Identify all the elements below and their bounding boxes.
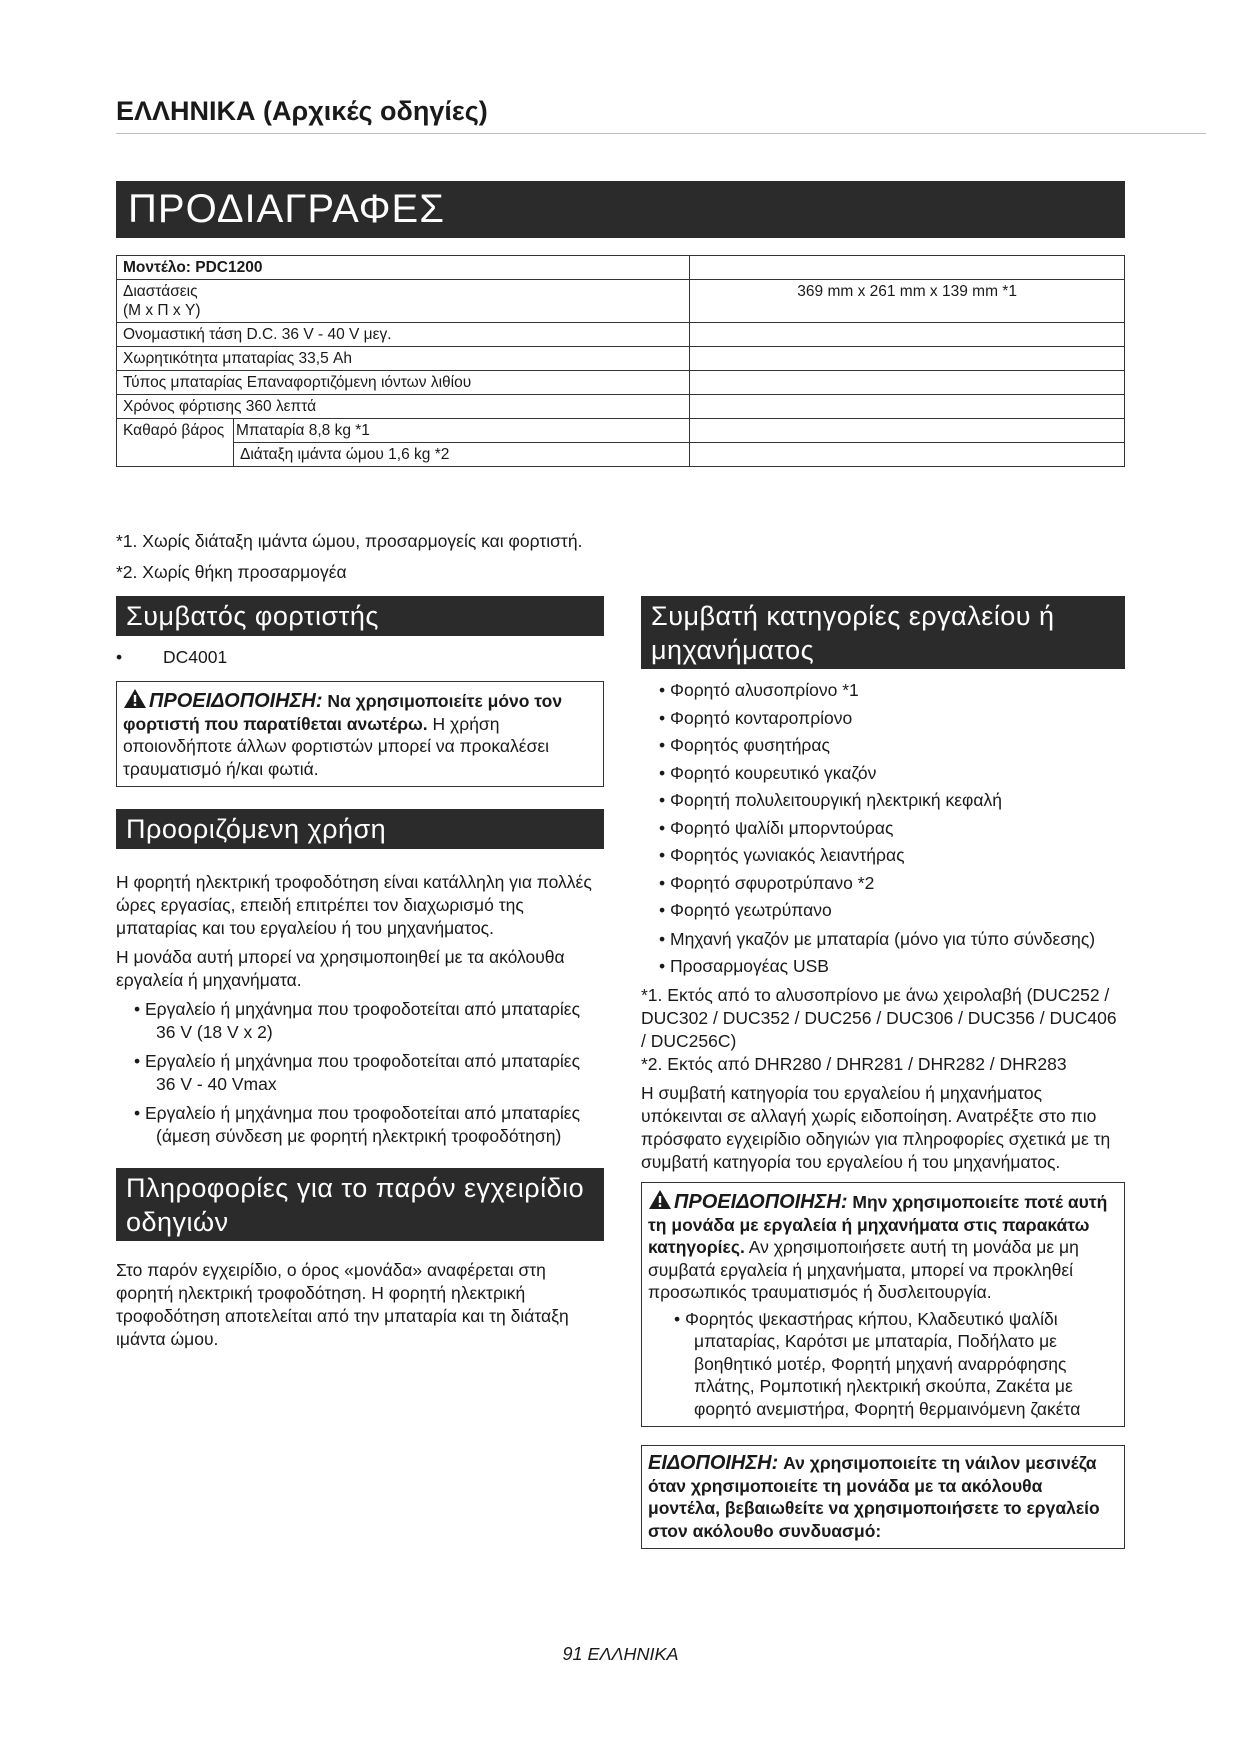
intended-use-list (116, 998, 604, 1148)
compatible-item: Φορητός γωνιακός λειαντήρας (670, 845, 905, 865)
warning-triangle-icon (123, 688, 147, 709)
empty-cell (690, 443, 1125, 467)
intended-use-para-1: Η φορητή ηλεκτρική τροφοδότηση είναι κατάλληλη για πολλές ώρες εργασίας, επειδή επιτρέπει τον διαχωρισμό της μπαταρίας και του εργαλείου ή του μηχανήματος. (116, 872, 592, 938)
compatible-item: Φορητό σφυροτρύπανο *2 (670, 872, 875, 893)
charger-model: DC4001 (163, 647, 228, 667)
compatible-heading: Συμβατή κατηγορίες εργαλείου ή μηχανήματος (641, 596, 1125, 669)
notice-bold-text: Αν χρησιμοποιείτε τη νάιλον μεσινέζα όταν χρησιμοποιείτε τη μονάδα με τα ακόλουθα μοντέλα, βεβαιωθείτε να χρησιμοποιήσετε το εργαλείο στον ακόλουθο συνδυασμό: (648, 1453, 1100, 1541)
table-row (117, 371, 1125, 395)
intended-use-item: Εργαλείο ή μηχάνημα που τροφοδοτείται από μπαταρίες 36 V - 40 Vmax (145, 1051, 581, 1094)
empty-cell (690, 256, 1125, 280)
charger-heading: Συμβατός φορτιστής (116, 596, 604, 636)
charger-warning-box (116, 681, 604, 787)
compatible-note-1: *1. Εκτός από το αλυσοπρίονο με άνω χειρολαβή (DUC252 / DUC302 / DUC352 / DUC256 / DUC306 / DUC356 / DUC406 / DUC256C) (641, 985, 1117, 1051)
list-item: • Μηχανή γκαζόν με μπαταρία (μόνο για τύπο σύνδεσης) (659, 928, 1096, 949)
compatible-item: Προσαρμογέας USB (670, 955, 829, 976)
manual-info-para: Στο παρόν εγχειρίδιο, ο όρος «μονάδα» αναφέρεται στη φορητή ηλεκτρική τροφοδότηση. Η φορητή ηλεκτρική τροφοδότηση αποτελείται από την μπαταρία και τη διάταξη ιμάντα ώμου. (116, 1260, 569, 1349)
warning-bold-text: Μην χρησιμοποιείτε ποτέ αυτή τη μονάδα με εργαλεία ή μηχανήματα στις παρακάτω κατηγορίες. (648, 1192, 1108, 1257)
charger-list (116, 646, 604, 669)
empty-cell (690, 371, 1125, 395)
dimensions-label: Διαστάσεις (123, 283, 198, 300)
intended-use-item: Εργαλείο ή μηχάνημα που τροφοδοτείται από μπαταρίες (άμεση σύνδεση με φορητή ηλεκτρική τροφοδότηση) (145, 1103, 581, 1146)
net-weight-label-cell: Καθαρό βάρος (117, 419, 234, 467)
table-row (117, 256, 1125, 280)
empty-cell (690, 395, 1125, 419)
dimensions-sublabel: (Μ x Π x Υ) (123, 302, 201, 319)
charge-time-cell: Χρόνος φόρτισης 360 λεπτά (117, 395, 690, 419)
intended-use-para-2: Η μονάδα αυτή μπορεί να χρησιμοποιηθεί με τα ακόλουθα εργαλεία ή μηχανήματα. (116, 947, 565, 990)
specifications-table (116, 255, 1125, 467)
warning-text: Η χρήση οποιονδήποτε άλλων φορτιστών μπορεί να προκαλέσει τραυματισμό ή/και φωτιά. (123, 713, 550, 779)
warning-title: ΠΡΟΕΙΔΟΠΟΙΗΣΗ: (674, 1191, 848, 1213)
battery-type-cell (117, 371, 690, 395)
table-row (117, 347, 1125, 371)
compatible-item: Φορητή πολυλειτουργική ηλεκτρική κεφαλή (670, 790, 1002, 810)
table-row (117, 419, 1125, 443)
warning-bold-text: Να χρησιμοποιείτε μόνο τον φορτιστή που παρατίθεται ανωτέρω. (123, 691, 563, 734)
list-item: • Φορητό αλυσοπρίονο *1 (659, 680, 859, 700)
list-item: • Φορητό κουρευτικό γκαζόν (659, 762, 877, 783)
warning-text: Αν χρησιμοποιήσετε αυτή τη μονάδα με μη συμβατά εργαλεία ή μηχανήματα, μπορεί να προκληθεί προσωπικός τραυματισμός ή δυσλειτουργία. (648, 1237, 1079, 1302)
battery-type-text: Τύπος μπαταρίας Επαναφορτιζόμενη ιόντων λιθίου (123, 374, 472, 391)
spec-footnote-1: *1. Χωρίς διάταξη ιμάντα ώμου, προσαρμογείς και φορτιστή. (116, 531, 583, 551)
table-row (117, 323, 1125, 347)
compatible-note-2: *2. Εκτός από DHR280 / DHR281 / DHR282 / DHR283 (641, 1054, 1067, 1074)
compatible-item: Φορητό κουρευτικό γκαζόν (670, 762, 877, 783)
left-column (116, 596, 604, 1351)
compatible-item: Φορητό κονταροπρίονο (670, 707, 853, 728)
list-item: • Φορητό σφυροτρύπανο *2 (659, 872, 875, 893)
intended-use-heading: Προοριζόμενη χρήση (116, 809, 604, 849)
list-item: • Φορητός ψεκαστήρας κήπου, Κλαδευτικό ψαλίδι μπαταρίας, Καρότσι με μπαταρία, Ποδήλατο με βοηθητικό μοτέρ, Φορητή μηχανή αναρρόφησης πλάτης, Ρομποτική ηλεκτρική σκούπα, Ζακέτα με φορητό ανεμιστήρα, Φορητή θερμαινόμενη ζακέτα (674, 1308, 1081, 1419)
net-weight-strap-cell: Διάταξη ιμάντα ώμου 1,6 kg *2 (234, 443, 690, 467)
warning-triangle-icon (648, 1189, 672, 1210)
table-row (117, 395, 1125, 419)
compatible-item: Φορητό αλυσοπρίονο *1 (670, 680, 859, 700)
notice-box (641, 1445, 1125, 1549)
dimensions-label-cell (117, 280, 690, 323)
list-item: • Εργαλείο ή μηχάνημα που τροφοδοτείται από μπαταρίες 36 V (18 V x 2) (134, 999, 581, 1042)
compatible-list (641, 677, 1125, 980)
table-row (117, 280, 1125, 323)
list-item: • Προσαρμογέας USB (659, 955, 829, 976)
page-number: 91 ΕΛΛΗΝΙΚΑ (562, 1644, 679, 1664)
list-item: • Φορητός φυσητήρας (659, 735, 830, 755)
right-column (641, 596, 1125, 1549)
page-language-title: ΕΛΛΗΝΙΚΑ (Αρχικές οδηγίες) (116, 96, 488, 126)
list-item (116, 646, 604, 669)
specifications-banner: ΠΡΟΔΙΑΓΡΑΦΕΣ (116, 181, 1125, 238)
model-cell: Μοντέλο: PDC1200 (117, 256, 690, 280)
intended-use-item: Εργαλείο ή μηχάνημα που τροφοδοτείται από μπαταρίες 36 V (18 V x 2) (145, 999, 581, 1042)
compatible-item: Φορητός φυσητήρας (670, 735, 830, 755)
dimensions-value: 369 mm x 261 mm x 139 mm *1 (690, 280, 1125, 323)
compatible-para: Η συμβατή κατηγορία του εργαλείου ή μηχανήματος υπόκεινται σε αλλαγή χωρίς ειδοποίηση. Ανατρέξτε στο πιο πρόσφατο εγχειρίδιο οδηγιών για πληροφορίες σχετικά με τη συμβατή κατηγορία του εργαλείου ή του μηχανήματος. (641, 1083, 1111, 1172)
list-item: • Εργαλείο ή μηχάνημα που τροφοδοτείται από μπαταρίες 36 V - 40 Vmax (134, 1051, 581, 1094)
notice-title: ΕΙΔΟΠΟΙΗΣΗ: (648, 1452, 779, 1474)
bullet: • (116, 647, 123, 667)
compatible-warning-box (641, 1182, 1125, 1427)
table-row (117, 443, 1125, 467)
voltage-cell: Ονομαστική τάση D.C. 36 V - 40 V μεγ. (117, 323, 690, 347)
compatible-item: Φορητό ψαλίδι μπορντούρας (670, 817, 894, 838)
compatible-item: Μηχανή γκαζόν με μπαταρία (μόνο για τύπο σύνδεσης) (670, 928, 1096, 949)
empty-cell (690, 419, 1125, 443)
list-item: • Φορητό κονταροπρίονο (659, 707, 853, 728)
list-item: • Φορητή πολυλειτουργική ηλεκτρική κεφαλή (659, 790, 1002, 810)
empty-cell (690, 323, 1125, 347)
header-divider (116, 133, 1206, 134)
empty-cell (690, 347, 1125, 371)
net-weight-battery-cell: Μπαταρία 8,8 kg *1 (234, 419, 690, 443)
list-item: • Φορητό ψαλίδι μπορντούρας (659, 817, 894, 838)
list-item: • Φορητό γεωτρύπανο (659, 900, 832, 920)
capacity-cell: Χωρητικότητα μπαταρίας 33,5 Ah (117, 347, 690, 371)
list-item: • Εργαλείο ή μηχάνημα που τροφοδοτείται από μπαταρίες (άμεση σύνδεση με φορητή ηλεκτρική τροφοδότηση) (134, 1103, 581, 1146)
incompatible-items: Φορητός ψεκαστήρας κήπου, Κλαδευτικό ψαλίδι μπαταρίας, Καρότσι με μπαταρία, Ποδήλατο με βοηθητικό μοτέρ, Φορητή μηχανή αναρρόφησης πλάτης, Ρομποτική ηλεκτρική σκούπα, Ζακέτα με φορητό ανεμιστήρα, Φορητή θερμαινόμενη ζακέτα (685, 1308, 1081, 1419)
compatible-item: Φορητό γεωτρύπανο (670, 900, 832, 920)
list-item: • Φορητός γωνιακός λειαντήρας (659, 845, 905, 865)
spec-footnote-2: *2. Χωρίς θήκη προσαρμογέα (116, 562, 347, 582)
manual-info-heading: Πληροφορίες για το παρόν εγχειρίδιο οδηγιών (116, 1168, 604, 1241)
warning-title: ΠΡΟΕΙΔΟΠΟΙΗΣΗ: (149, 690, 323, 712)
